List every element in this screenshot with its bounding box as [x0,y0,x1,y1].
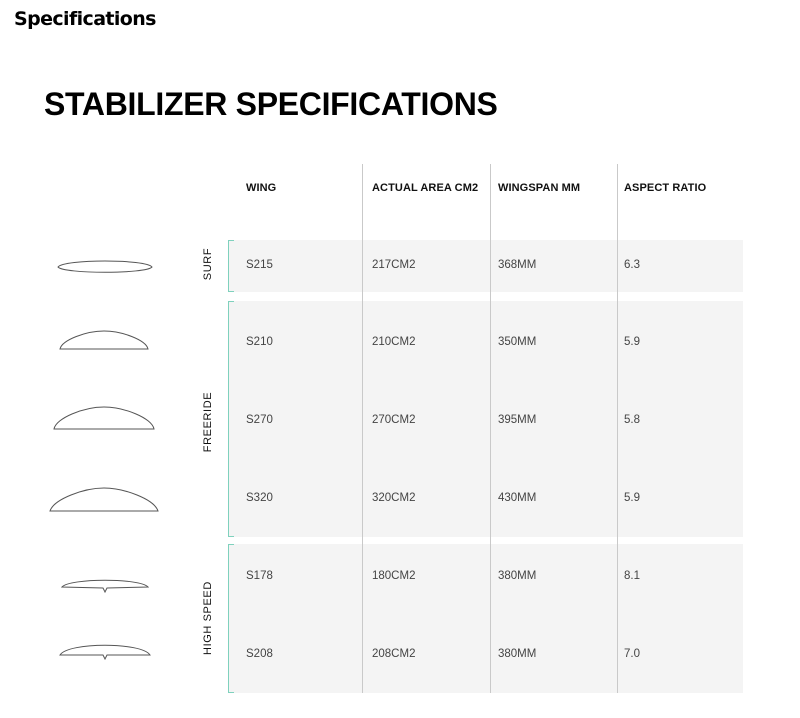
cell-span: 350MM [498,336,537,348]
stabilizer-wing-outline-s320-icon [48,485,160,515]
column-divider [490,164,491,693]
stabilizer-wing-outline-s215-icon [56,256,154,278]
cell-area: 270CM2 [372,414,416,426]
column-divider [617,164,618,693]
cell-area: 208CM2 [372,648,416,660]
header-aspect-ratio: ASPECT RATIO [624,182,707,194]
stabilizer-wing-outline-s208-icon [58,636,152,662]
group-label-freeride: FREERIDE [202,391,214,453]
cell-wing: S208 [246,648,273,660]
cell-ratio: 6.3 [624,259,640,271]
stabilizer-wing-outline-s270-icon [52,404,156,432]
cell-span: 430MM [498,492,537,504]
cell-span: 380MM [498,648,537,660]
cell-ratio: 8.1 [624,570,640,582]
header-wing: WING [246,182,277,194]
header-actual-area: ACTUAL AREA CM2 [372,182,479,194]
cell-wing: S178 [246,570,273,582]
cell-wing: S210 [246,336,273,348]
cell-area: 320CM2 [372,492,416,504]
cell-area: 210CM2 [372,336,416,348]
cell-span: 368MM [498,259,537,271]
cell-ratio: 5.9 [624,492,640,504]
header-wingspan: WINGSPAN MM [498,182,581,194]
freeride-group-background [228,301,743,537]
cell-wing: S270 [246,414,273,426]
cell-ratio: 5.9 [624,336,640,348]
cell-span: 395MM [498,414,537,426]
high-speed-group-bracket [228,544,234,693]
section-title: STABILIZER SPECIFICATIONS [44,86,498,122]
column-divider [362,164,363,693]
surf-group-bracket [228,240,234,292]
group-label-surf: SURF [202,247,214,281]
stabilizer-wing-outline-s178-icon [60,573,150,595]
stabilizer-wing-outline-s210-icon [58,328,150,352]
cell-span: 380MM [498,570,537,582]
high-speed-group-background [228,544,743,693]
freeride-group-bracket [228,301,234,537]
page-heading: Specifications [14,8,156,30]
surf-group-background [228,240,743,292]
cell-ratio: 5.8 [624,414,640,426]
cell-wing: S215 [246,259,273,271]
cell-wing: S320 [246,492,273,504]
cell-area: 180CM2 [372,570,416,582]
cell-ratio: 7.0 [624,648,640,660]
group-label-high-speed: HIGH SPEED [202,581,214,655]
cell-area: 217CM2 [372,259,416,271]
